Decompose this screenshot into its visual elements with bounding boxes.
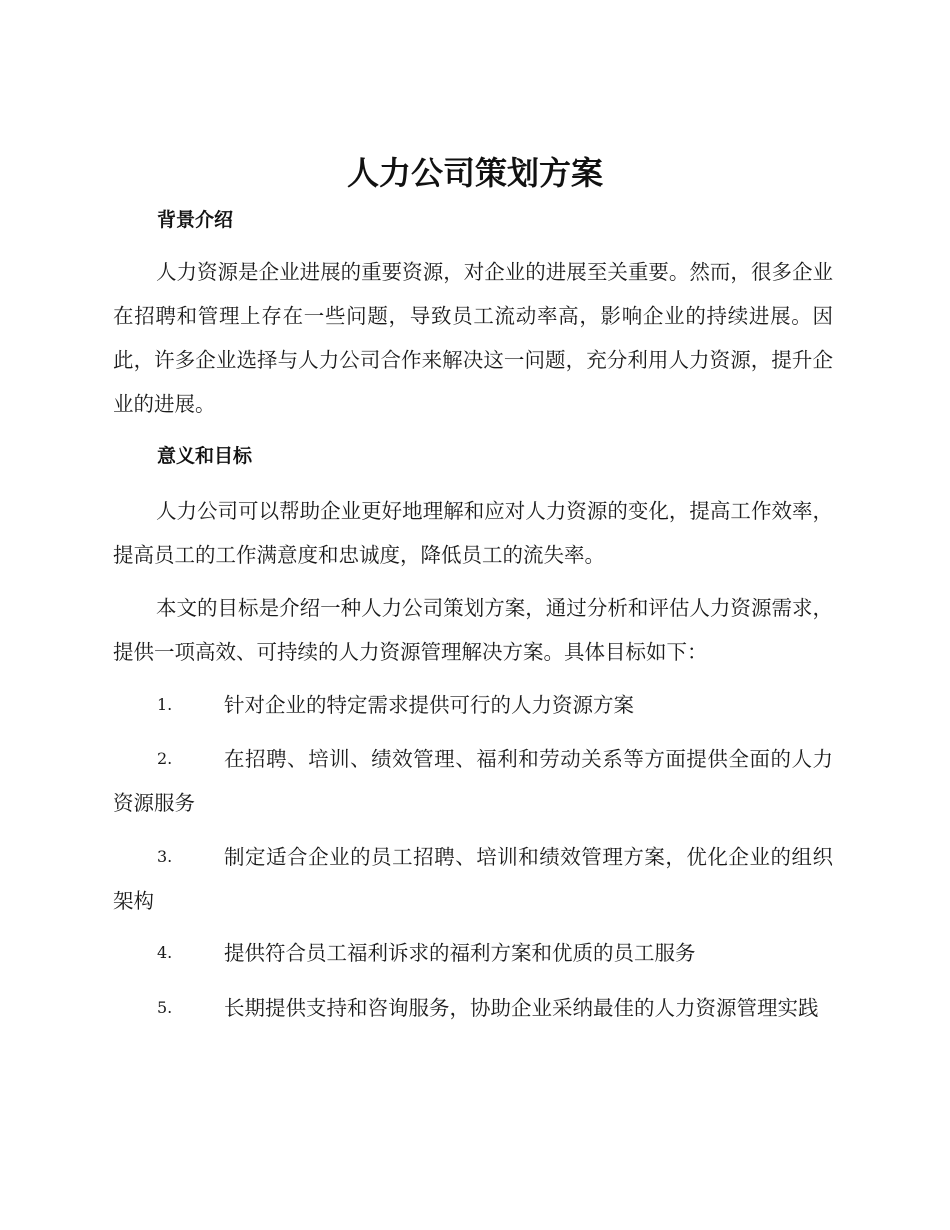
list-item-number: 1. xyxy=(157,695,173,714)
paragraph-significance: 人力公司可以帮助企业更好地理解和应对人力资源的变化，提高工作效率，提高员工的工作满意度和忠诚度，降低员工的流失率。 xyxy=(113,499,833,567)
list-item xyxy=(113,931,833,975)
list-item-text: 制定适合企业的员工招聘、培训和绩效管理方案，优化企业的组织架构 xyxy=(113,845,833,913)
section-heading-background: 背景介绍 xyxy=(157,209,234,231)
list-item-text: 长期提供支持和咨询服务，协助企业采纳最佳的人力资源管理实践 xyxy=(224,996,819,1020)
list-item-number: 5. xyxy=(157,998,173,1017)
paragraph-background: 人力资源是企业进展的重要资源，对企业的进展至关重要。然而，很多企业在招聘和管理上存在一些问题，导致员工流动率高，影响企业的持续进展。因此，许多企业选择与人力公司合作来解决这一问题，充分利用人力资源，提升企业的进展。 xyxy=(113,260,833,416)
list-item-number: 2. xyxy=(157,749,173,768)
list-item xyxy=(113,835,833,923)
list-item-text: 针对企业的特定需求提供可行的人力资源方案 xyxy=(224,693,634,717)
list-item-number: 4. xyxy=(157,943,173,962)
document-title: 人力公司策划方案 xyxy=(346,154,603,192)
list-item-text: 提供符合员工福利诉求的福利方案和优质的员工服务 xyxy=(224,941,696,965)
list-item xyxy=(113,986,833,1030)
list-item-text: 在招聘、培训、绩效管理、福利和劳动关系等方面提供全面的人力资源服务 xyxy=(113,747,833,815)
section-heading-goals: 意义和目标 xyxy=(157,445,253,467)
list-item xyxy=(113,683,833,727)
list-item xyxy=(113,737,833,825)
paragraph-goals-intro: 本文的目标是介绍一种人力公司策划方案，通过分析和评估人力资源需求，提供一项高效、可持续的人力资源管理解决方案。具体目标如下： xyxy=(113,596,833,664)
list-item-number: 3. xyxy=(157,847,173,866)
